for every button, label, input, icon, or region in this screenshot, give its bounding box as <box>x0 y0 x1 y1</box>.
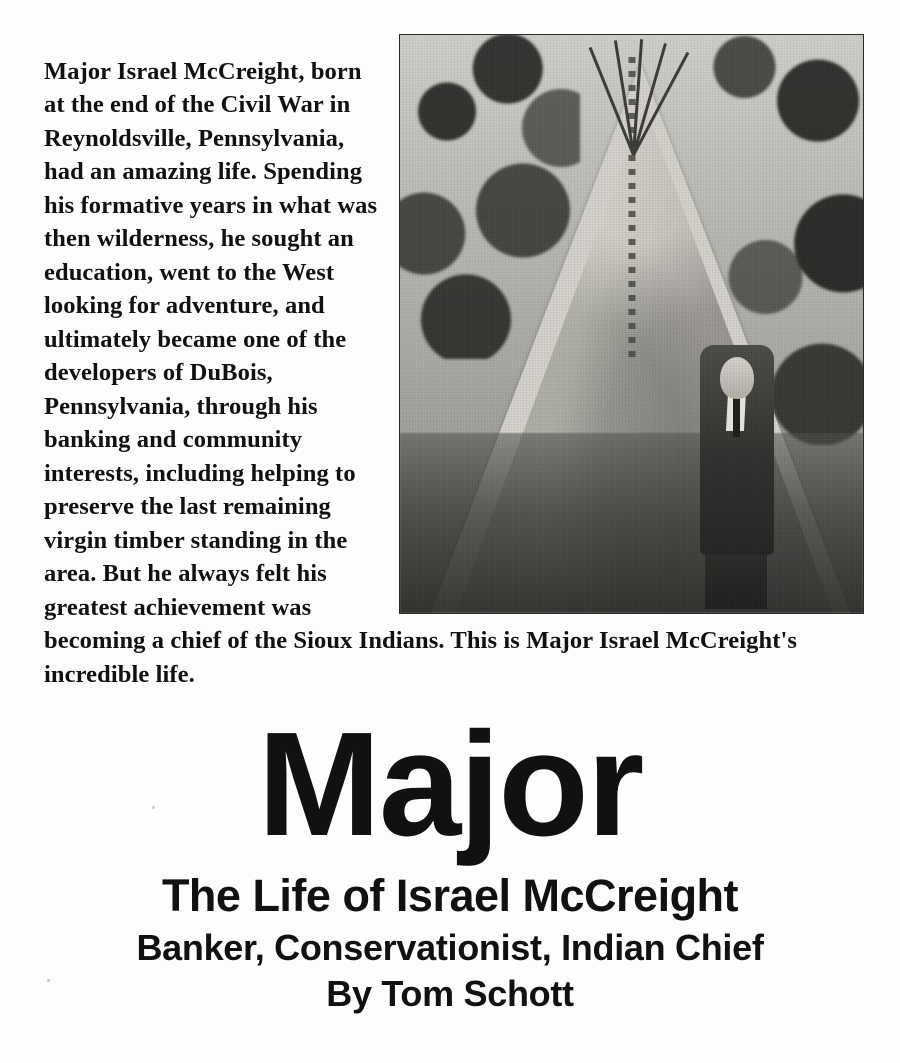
photo-ground <box>400 433 863 613</box>
subtitle: The Life of Israel McCreight <box>161 870 739 922</box>
tipi-photograph <box>399 34 864 614</box>
scan-speck <box>152 806 155 809</box>
photo-man-head <box>720 357 754 399</box>
blurb-section <box>44 30 864 716</box>
main-title: Major <box>257 702 643 867</box>
photo-man-legs <box>705 547 767 609</box>
title-block <box>0 702 900 1015</box>
credit-line: Banker, Conservationist, Indian Chief <box>136 927 764 969</box>
photo-tipi-poles <box>547 35 717 155</box>
cover-blurb-text: Major Israel McCreight, born at the end of the Civil War in Reynoldsville, Pennsylvania, had an amazing life. Spending his formative years in what was then wilderness, he sought an education, went to the West looking for adventure, and ultimately became one of the developers of DuBois, Pennsylvania, through his banking and community interests, including helping to preserve the last remaining virgin timber standing in the area. But he always felt his greatest achievement was becoming a chief of the Sioux Indians. This is Major Israel McCreight's incredible life. <box>44 57 798 688</box>
photo-man-tie <box>733 397 740 437</box>
author-line: By Tom Schott <box>326 973 574 1015</box>
scan-speck <box>47 979 50 982</box>
